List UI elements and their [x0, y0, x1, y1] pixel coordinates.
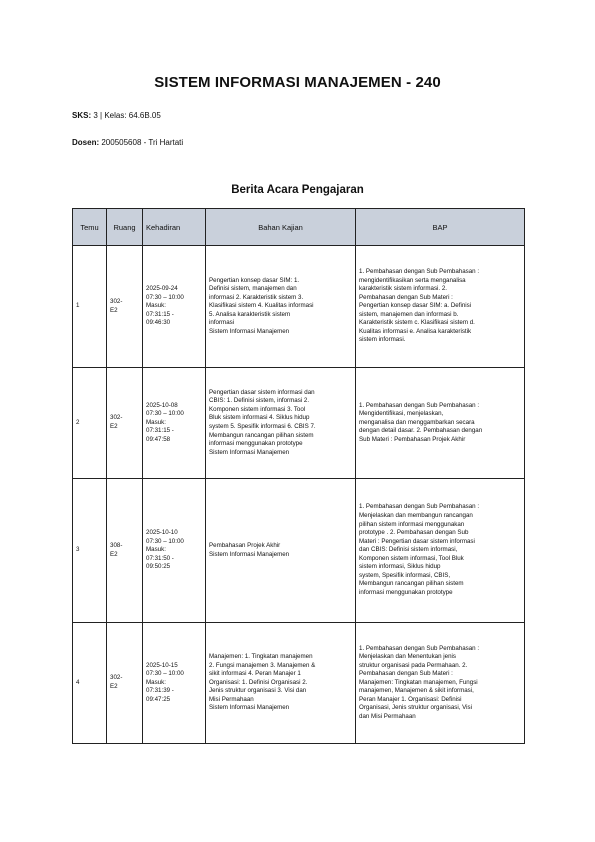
temu-cell: 2 — [73, 368, 107, 479]
kehadiran-line: 2025-10-10 — [146, 529, 178, 537]
kehadiran-line: 2025-10-15 — [146, 661, 178, 669]
kehadiran-line: 07:30 – 10:00 — [146, 293, 184, 301]
ruang-cell — [107, 368, 143, 479]
kehadiran-line: 07:30 – 10:00 — [146, 670, 184, 678]
temu-cell: 4 — [73, 623, 107, 744]
kehadiran-line: 09:47:58 — [146, 435, 171, 443]
kehadiran-line: 07:30 – 10:00 — [146, 410, 184, 418]
sks-kelas-line — [72, 111, 161, 120]
temu-cell: 3 — [73, 479, 107, 623]
dosen-line — [72, 138, 183, 147]
kehadiran-line: 09:47:25 — [146, 695, 171, 703]
bahan-kajian-line: Pengertian konsep dasar SIM: 1. — [209, 276, 300, 284]
ruang-line: E2 — [110, 683, 118, 690]
bahan-kajian-line: Sistem Informasi Manajemen — [209, 448, 290, 456]
bap-line: manajemen, Manajemen & sikit informasi, — [359, 687, 474, 695]
bahan-kajian-line: informasi menggunakan prototype — [209, 440, 303, 448]
bap-line: Organisasi, Jenis struktur organisasi, Visi — [359, 704, 473, 712]
kehadiran-line: 07:31:15 - — [146, 310, 174, 318]
sks-label: SKS: — [72, 111, 92, 120]
bahan-kajian-line: system 5. Spesifik informasi 6. CBIS 7. — [209, 423, 316, 430]
bap-line: 1. Pembahasan dengan Sub Pembahasan : — [359, 644, 480, 652]
bahan-kajian-cell — [206, 368, 356, 479]
ruang-cell — [107, 479, 143, 623]
bap-line: Sub Materi : Pembahasan Projek Akhir — [359, 435, 466, 443]
bahan-kajian-line: 2. Fungsi manajemen 3. Manajemen & — [209, 661, 316, 669]
kehadiran-cell — [143, 623, 206, 744]
bap-line: mengidentifikasikan serta menganalisa — [359, 276, 466, 284]
table-header-row — [73, 209, 525, 246]
bahan-kajian-line: Klasifikasi sistem 4. Kualitas informasi — [209, 302, 314, 310]
bap-line: Pembahasan dengan Sub Materi : — [359, 670, 453, 678]
bap-line: Menjelaskan dan membangun rancangan — [359, 512, 473, 520]
bap-line: struktur organisasi pada Permahaan. 2. — [359, 661, 468, 669]
bap-line: sistem, manajemen dan informasi b. — [359, 310, 459, 318]
bap-line: prototype . 2. Pembahasan dengan Sub — [359, 529, 469, 537]
bahan-kajian-line: Bluk sistem informasi 4. Siklus hidup — [209, 414, 310, 422]
dosen-value: 200505608 - Tri Hartati — [101, 138, 184, 147]
section-title: Berita Acara Pengajaran — [231, 184, 364, 196]
kehadiran-line: 2025-10-08 — [146, 401, 178, 409]
table-row — [73, 368, 525, 479]
kehadiran-line: 07:31:50 - — [146, 554, 174, 562]
kehadiran-line: Masuk: — [146, 678, 166, 686]
bahan-kajian-line: Sistem Informasi Manajemen — [209, 550, 290, 558]
bap-line: karakteristik sistem informasi. 2. — [359, 285, 448, 293]
bahan-kajian-line: Misi Permahaan — [209, 695, 254, 703]
bahan-kajian-line: Pembahasan Projek Akhir — [209, 541, 281, 549]
bap-line: Komponen sistem informasi, Tool Bluk — [359, 554, 464, 562]
bap-line: dengan detail dasar. 2. Pembahasan dengan — [359, 427, 483, 435]
bap-line: sistem informasi, Siklus hidup — [359, 563, 441, 571]
bap-line: Menjelaskan dan Menentukan jenis — [359, 653, 456, 661]
bap-line: Karakteristik sistem c. Klasifikasi sistem d. — [359, 319, 475, 327]
kehadiran-line: Masuk: — [146, 418, 166, 426]
bahan-kajian-line: Definisi sistem, manajemen dan — [209, 285, 297, 293]
bap-line: Mengidentifikasi, menjelaskan, — [359, 410, 444, 418]
kehadiran-line: 2025-09-24 — [146, 285, 178, 293]
kehadiran-line: 09:46:30 — [146, 319, 171, 327]
bap-table — [72, 208, 525, 744]
temu-cell: 1 — [73, 246, 107, 368]
ruang-cell — [107, 623, 143, 744]
bahan-kajian-line: Membangun rancangan pilihan sistem — [209, 431, 314, 439]
bahan-kajian-line: CBIS: 1. Definisi sistem, informasi 2. — [209, 397, 310, 405]
kehadiran-cell — [143, 479, 206, 623]
kehadiran-cell — [143, 368, 206, 479]
bap-line: dan CBIS: Definisi sistem informasi, — [359, 546, 458, 554]
bap-line: dan Misi Permahaan — [359, 712, 416, 720]
kehadiran-line: Masuk: — [146, 546, 166, 554]
kehadiran-line: 07:31:15 - — [146, 427, 174, 435]
table-row — [73, 246, 525, 368]
ruang-line: 308- — [110, 541, 123, 549]
bap-line: 1. Pembahasan dengan Sub Pembahasan : — [359, 268, 480, 276]
kehadiran-line: Masuk: — [146, 302, 166, 310]
ruang-line: E2 — [110, 306, 118, 314]
ruang-line: E2 — [110, 550, 118, 558]
bap-cell — [356, 623, 525, 744]
bap-line: sistem informasi. — [359, 336, 406, 344]
table-body — [73, 246, 525, 744]
bap-line: pilihan sistem informasi menggunakan — [359, 520, 465, 528]
table-row — [73, 623, 525, 744]
bap-cell — [356, 246, 525, 368]
bap-line: Manajemen: Tingkatan manajemen, Fungsi — [359, 678, 478, 686]
bap-line: informasi menggunakan prototype — [359, 588, 453, 596]
bap-line: Peran Manajer 1. Organisasi: Definisi — [359, 695, 462, 703]
bahan-kajian-line: 5. Analisa karakteristik sistem — [209, 310, 291, 318]
bahan-kajian-line: Sistem Informasi Manajemen — [209, 704, 290, 712]
header-temu: Temu — [73, 209, 107, 246]
header-ruang: Ruang — [107, 209, 143, 246]
bahan-kajian-cell — [206, 246, 356, 368]
ruang-line: 302- — [110, 297, 123, 305]
sks-kelas-value: 3 | Kelas: 64.6B.05 — [93, 111, 161, 120]
bahan-kajian-cell — [206, 479, 356, 623]
bahan-kajian-line: Sistem Informasi Manajemen — [209, 327, 290, 335]
bap-line: menganalisa dan menggambarkan secara — [359, 418, 475, 426]
ruang-line: 302- — [110, 414, 123, 422]
bahan-kajian-line: sikit informasi 4. Peran Manajer 1 — [209, 670, 301, 678]
bahan-kajian-line: Jenis struktur organisasi 3. Visi dan — [209, 687, 307, 695]
bahan-kajian-line: informasi 2. Karakteristik sistem 3. — [209, 293, 304, 301]
ruang-line: E2 — [110, 423, 118, 430]
kehadiran-line: 07:30 – 10:00 — [146, 537, 184, 545]
bahan-kajian-line: Organisasi: 1. Definisi Organisasi 2. — [209, 678, 308, 686]
header-kehadiran: Kehadiran — [143, 209, 206, 246]
kehadiran-line: 07:31:39 - — [146, 687, 174, 695]
bahan-kajian-line: Pengertian dasar sistem informasi dan — [209, 388, 315, 396]
bap-line: Membangun rancangan pilihan sistem — [359, 580, 464, 588]
bap-cell — [356, 479, 525, 623]
bap-line: 1. Pembahasan dengan Sub Pembahasan : — [359, 503, 480, 511]
ruang-cell — [107, 246, 143, 368]
kehadiran-cell — [143, 246, 206, 368]
bap-cell — [356, 368, 525, 479]
bap-line: Pembahasan dengan Sub Materi : — [359, 293, 453, 301]
bap-line: Materi : Pengertian dasar sistem informasi — [359, 537, 475, 545]
table-row — [73, 479, 525, 623]
bahan-kajian-line: Komponen sistem informasi 3. Tool — [209, 405, 306, 413]
bap-line: Pengertian konsep dasar SIM: a. Definisi — [359, 302, 472, 310]
bap-line: system, Spesifik informasi, CBIS, — [359, 571, 451, 579]
page-title: SISTEM INFORMASI MANAJEMEN - 240 — [154, 74, 441, 91]
header-bahan-kajian: Bahan Kajian — [206, 209, 356, 246]
kehadiran-line: 09:50:25 — [146, 563, 171, 571]
dosen-label: Dosen: — [72, 138, 100, 147]
bahan-kajian-line: Manajemen: 1. Tingkatan manajemen — [209, 653, 313, 661]
bahan-kajian-cell — [206, 623, 356, 744]
bap-line: 1. Pembahasan dengan Sub Pembahasan : — [359, 401, 480, 409]
header-bap: BAP — [356, 209, 525, 246]
bahan-kajian-line: informasi — [209, 319, 235, 327]
bap-line: Kualitas informasi e. Analisa karakteristik — [359, 327, 472, 335]
ruang-line: 302- — [110, 674, 123, 682]
